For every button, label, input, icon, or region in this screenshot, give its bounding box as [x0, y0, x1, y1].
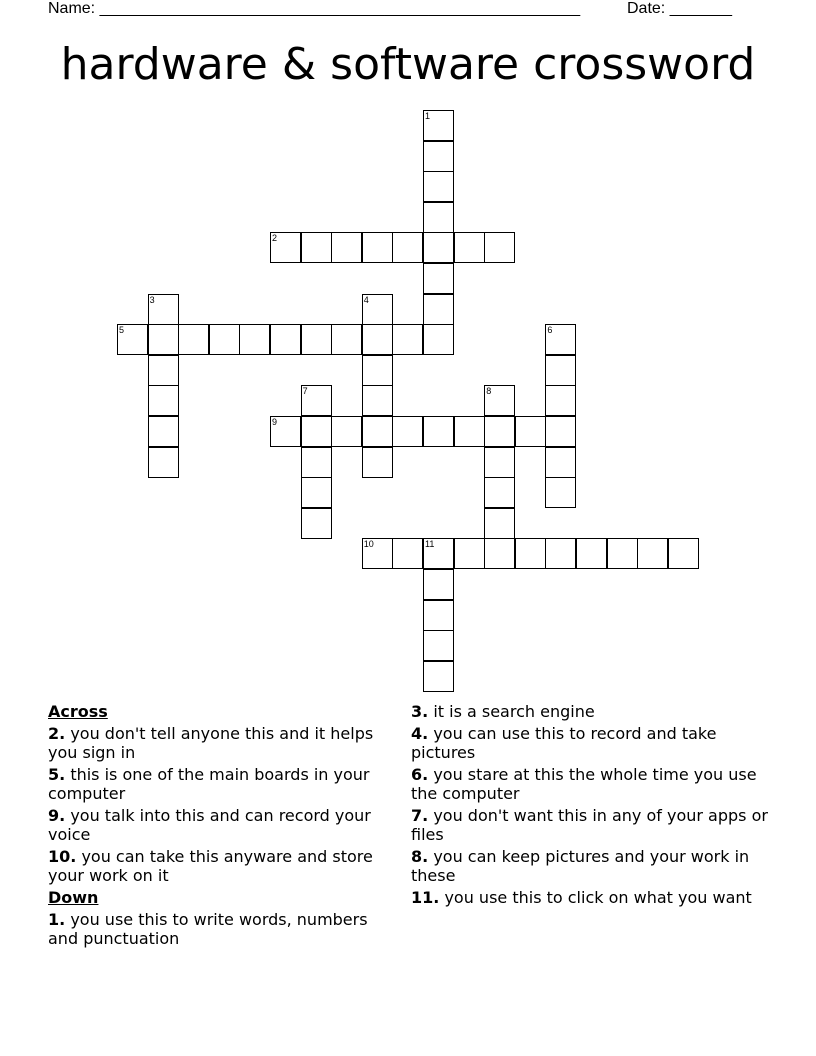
- grid-cell[interactable]: [545, 385, 576, 416]
- clue-number: 7.: [411, 806, 429, 825]
- clue-number-label: 11: [425, 539, 435, 550]
- grid-cell[interactable]: [484, 508, 515, 539]
- date-field-label: Date: _______: [627, 0, 732, 17]
- grid-cell[interactable]: [423, 416, 454, 447]
- grid-cell[interactable]: [362, 355, 393, 386]
- grid-cell[interactable]: [362, 447, 393, 478]
- clue-number: 2.: [48, 724, 66, 743]
- grid-cell[interactable]: [515, 538, 546, 569]
- grid-cell[interactable]: [301, 508, 332, 539]
- clue-text: you stare at this the whole time you use the computer: [411, 765, 757, 803]
- grid-cell[interactable]: [301, 447, 332, 478]
- clues-column-right: [411, 702, 771, 910]
- clue-number-label: 6: [547, 325, 553, 336]
- clue-number-label: 2: [272, 233, 278, 244]
- grid-cell[interactable]: [484, 447, 515, 478]
- grid-cell[interactable]: [331, 416, 362, 447]
- grid-cell[interactable]: [454, 538, 485, 569]
- grid-cell[interactable]: [423, 232, 454, 263]
- grid-cell[interactable]: [301, 416, 332, 447]
- clue-text: you can use this to record and take pictures: [411, 724, 717, 762]
- grid-cell[interactable]: [117, 324, 148, 355]
- clue-number: 11.: [411, 888, 440, 907]
- grid-cell[interactable]: [423, 324, 454, 355]
- grid-cell[interactable]: [423, 661, 454, 692]
- clue-number-label: 8: [486, 386, 492, 397]
- clue-text: you don't want this in any of your apps or files: [411, 806, 768, 844]
- clue-across-5: [48, 765, 398, 803]
- grid-cell[interactable]: [423, 600, 454, 631]
- clue-number-label: 1: [425, 111, 431, 121]
- grid-cell[interactable]: [209, 324, 240, 355]
- grid-cell[interactable]: [423, 630, 454, 661]
- grid-cell[interactable]: [148, 355, 179, 386]
- grid-cell[interactable]: [545, 324, 576, 355]
- grid-cell[interactable]: [484, 232, 515, 263]
- clue-number: 5.: [48, 765, 66, 784]
- clue-down-1: [48, 910, 398, 948]
- grid-cell[interactable]: [423, 110, 454, 141]
- clue-number-label: 10: [363, 539, 374, 550]
- clue-text: you use this to write words, numbers and punctuation: [48, 910, 368, 948]
- grid-cell[interactable]: [576, 538, 607, 569]
- clue-text: you use this to click on what you want: [444, 888, 752, 907]
- clue-number-label: 4: [363, 294, 369, 305]
- grid-cell[interactable]: [239, 324, 270, 355]
- grid-cell[interactable]: [270, 324, 301, 355]
- grid-cell[interactable]: [148, 416, 179, 447]
- clue-across-10: [48, 847, 398, 885]
- grid-cell[interactable]: [637, 538, 668, 569]
- grid-cell[interactable]: [392, 538, 423, 569]
- grid-cell[interactable]: [301, 385, 332, 416]
- clue-number: 6.: [411, 765, 429, 784]
- clue-number: 9.: [48, 806, 66, 825]
- clue-number: 4.: [411, 724, 429, 743]
- grid-cell[interactable]: [454, 232, 485, 263]
- clue-text: it is a search engine: [433, 702, 595, 721]
- grid-cell[interactable]: [423, 202, 454, 233]
- clue-across-2: [48, 724, 398, 762]
- clue-down-4: [411, 724, 771, 762]
- grid-cell[interactable]: [545, 477, 576, 508]
- grid-cell[interactable]: [392, 324, 423, 355]
- grid-cell[interactable]: [484, 416, 515, 447]
- grid-cell[interactable]: [423, 294, 454, 325]
- grid-cell[interactable]: [148, 294, 179, 325]
- clue-number-label: 7: [302, 386, 308, 397]
- grid-cell[interactable]: [362, 385, 393, 416]
- grid-cell[interactable]: [148, 324, 179, 355]
- grid-cell[interactable]: [484, 385, 515, 416]
- grid-cell[interactable]: [331, 232, 362, 263]
- grid-cell[interactable]: [423, 171, 454, 202]
- clue-number: 10.: [48, 847, 77, 866]
- grid-cell[interactable]: [362, 538, 393, 569]
- grid-cell[interactable]: [301, 477, 332, 508]
- clue-text: you don't tell anyone this and it helps you sign in: [48, 724, 374, 762]
- grid-cell[interactable]: [545, 538, 576, 569]
- clue-number: 3.: [411, 702, 429, 721]
- grid-cell[interactable]: [362, 416, 393, 447]
- grid-cell[interactable]: [607, 538, 638, 569]
- grid-cell[interactable]: [331, 324, 362, 355]
- grid-cell[interactable]: [362, 294, 393, 325]
- name-field-label: Name: ______________________________________________________: [48, 0, 581, 17]
- grid-cell[interactable]: [484, 538, 515, 569]
- grid-cell[interactable]: [454, 416, 485, 447]
- clue-across-9: [48, 806, 398, 844]
- grid-cell[interactable]: [484, 477, 515, 508]
- page-title: hardware & software crossword: [60, 39, 756, 90]
- clue-number: 8.: [411, 847, 429, 866]
- across-heading: Across: [48, 702, 108, 721]
- grid-cell[interactable]: [545, 355, 576, 386]
- grid-cell[interactable]: [668, 538, 699, 569]
- clue-text: you can take this anyware and store your work on it: [48, 847, 373, 885]
- clue-number: 1.: [48, 910, 66, 929]
- grid-cell[interactable]: [423, 569, 454, 600]
- grid-cell[interactable]: [362, 324, 393, 355]
- clue-number-label: 5: [119, 325, 125, 336]
- grid-cell[interactable]: [301, 324, 332, 355]
- grid-cell[interactable]: [362, 232, 393, 263]
- grid-cell[interactable]: [301, 232, 332, 263]
- grid-cell[interactable]: [148, 447, 179, 478]
- clue-text: this is one of the main boards in your computer: [48, 765, 370, 803]
- grid-cell[interactable]: [392, 232, 423, 263]
- clue-down-3: [411, 702, 771, 721]
- down-heading: Down: [48, 888, 99, 907]
- grid-cell[interactable]: [423, 141, 454, 172]
- clue-down-8: [411, 847, 771, 885]
- grid-cell[interactable]: [270, 232, 301, 263]
- clue-text: you can keep pictures and your work in these: [411, 847, 750, 885]
- clue-down-11: [411, 888, 771, 907]
- grid-cell[interactable]: [148, 385, 179, 416]
- grid-cell[interactable]: [423, 538, 454, 569]
- grid-cell[interactable]: [545, 416, 576, 447]
- grid-cell[interactable]: [392, 416, 423, 447]
- clue-text: you talk into this and can record your voice: [48, 806, 371, 844]
- grid-cell[interactable]: [515, 416, 546, 447]
- grid-cell[interactable]: [178, 324, 209, 355]
- grid-cell[interactable]: [270, 416, 301, 447]
- clue-down-7: [411, 806, 771, 844]
- grid-cell[interactable]: [545, 447, 576, 478]
- clue-down-6: [411, 765, 771, 803]
- clue-number-label: 3: [149, 294, 155, 305]
- grid-cell[interactable]: [423, 263, 454, 294]
- clues-column-left: [48, 702, 398, 951]
- clue-number-label: 9: [272, 417, 278, 427]
